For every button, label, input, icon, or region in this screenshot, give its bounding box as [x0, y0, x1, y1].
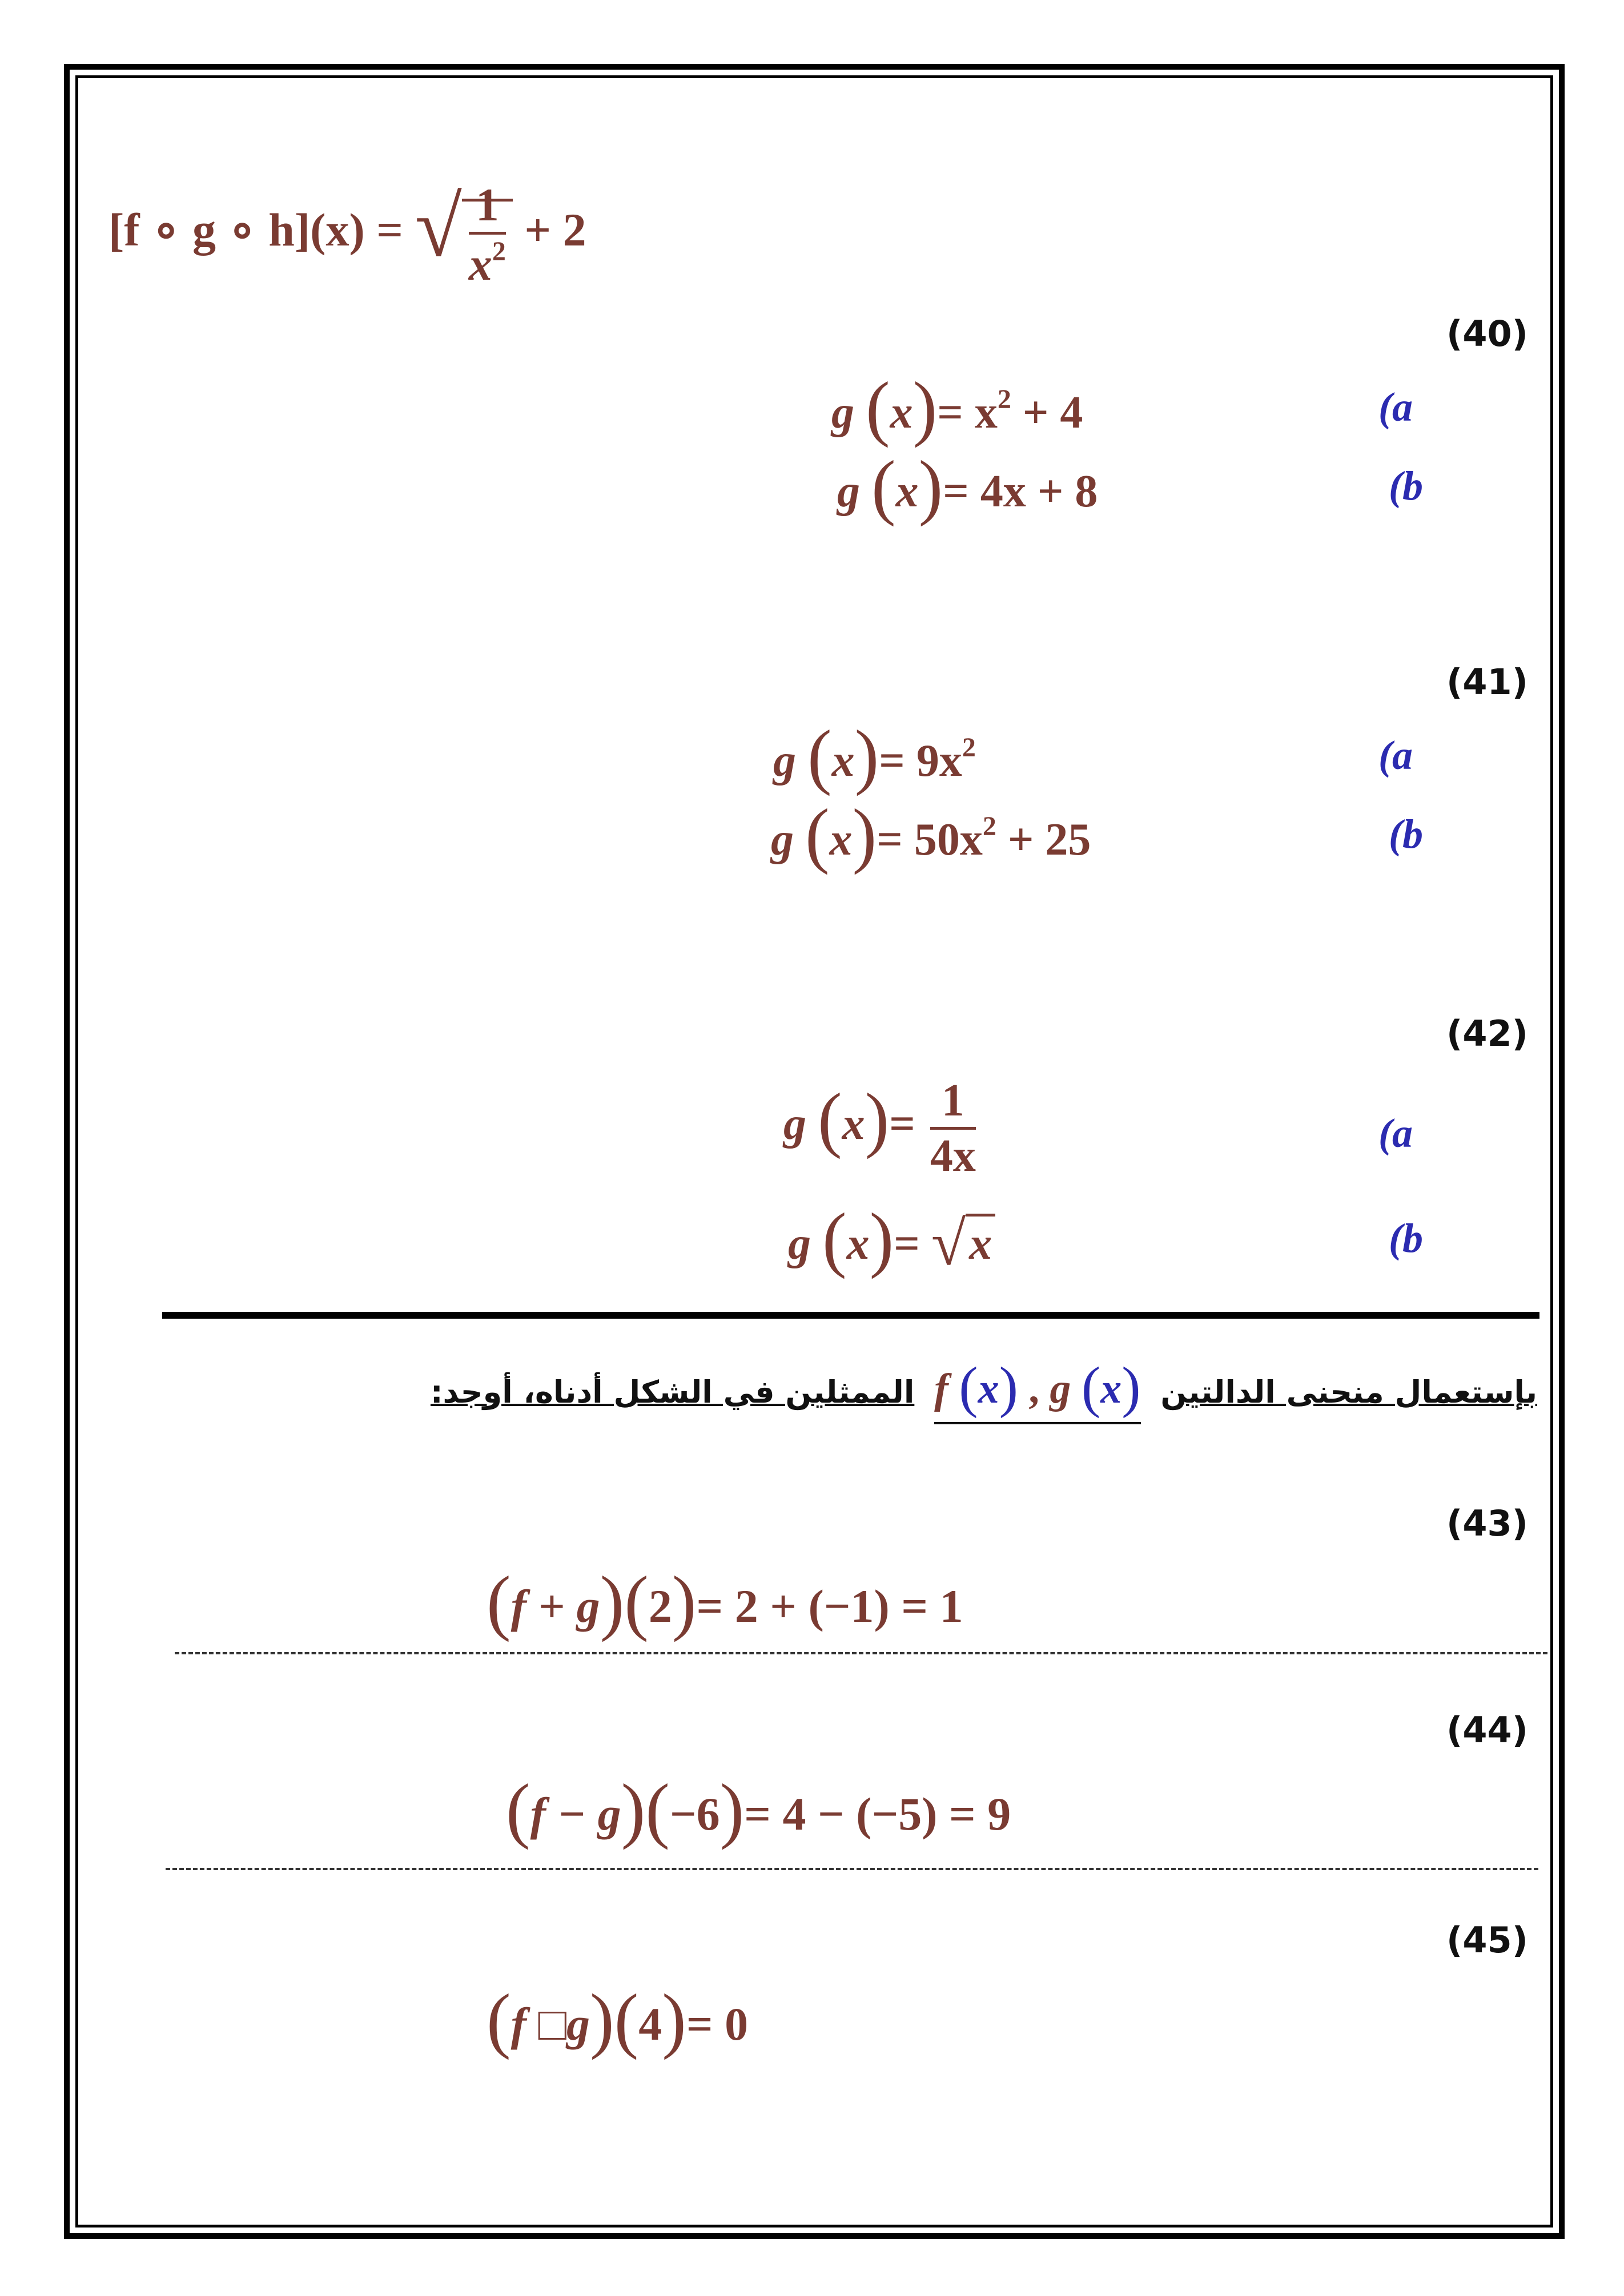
radicand-numerator: 1: [469, 182, 506, 235]
dashed-separator: [175, 1652, 1547, 1654]
square-root: [415, 179, 513, 290]
q41-option-b-label: (b: [1389, 811, 1423, 857]
q40-option-a-label: (a: [1378, 384, 1413, 430]
q44-answer: (f − g)(−6)= 4 − (−5) = 9: [506, 1769, 1011, 1850]
q41-option-b-formula: g $(x)= 50x^2 + 25$: [771, 794, 1091, 875]
question-number-42: (42): [1446, 1013, 1528, 1054]
q43-answer: (f + g)(2)= 2 + (−1) = 1: [487, 1561, 963, 1642]
q42-option-a-label: (a: [1378, 1110, 1413, 1156]
radicand-denominator: x: [468, 238, 492, 290]
composition-formula: [108, 179, 586, 290]
question-number-43: (43): [1446, 1503, 1528, 1544]
dashed-separator: [166, 1868, 1538, 1870]
question-number-41: (41): [1446, 661, 1528, 703]
q40-option-a-formula: g $(x)= x^2 + 4$: [831, 367, 1083, 448]
function-notation: f (x) , g (x): [934, 1354, 1140, 1424]
radical-icon: √: [931, 1209, 966, 1278]
q42-option-b-formula: g (x)= √x: [788, 1202, 995, 1275]
q45-answer: (f □g)(4)= 0: [487, 1979, 749, 2060]
radicand-exponent: 2: [492, 236, 506, 267]
q42-square-root: √x: [931, 1212, 995, 1275]
section-divider: [162, 1312, 1539, 1319]
q40-option-b-label: (b: [1389, 463, 1423, 509]
q42-option-b-label: (b: [1389, 1215, 1423, 1261]
q41-option-a-formula: g $(x)= 9x^2$: [773, 715, 976, 796]
q42-fraction: $\frac{1}{4x}$: [930, 1076, 976, 1181]
q42-option-a-formula: g (x)= $\frac{1}{4x}$: [783, 1076, 976, 1181]
q41-option-a-label: (a: [1378, 732, 1413, 778]
question-number-44: (44): [1446, 1709, 1528, 1751]
q40-option-b-formula: g (x)= 4x + 8: [837, 446, 1098, 527]
composition-tail: + 2: [524, 203, 586, 256]
radicand-fraction: [468, 179, 506, 290]
section-instruction: بإستعمال منحنى الدالتين f (x) , g (x) الممثلين في الشكل أدناه، أوجد:: [431, 1354, 1537, 1424]
question-number-40: (40): [1446, 313, 1528, 355]
radical-icon: √: [415, 179, 462, 275]
question-number-45: (45): [1446, 1919, 1528, 1961]
composition-lhs: [f ∘ g ∘ h](x) =: [108, 203, 404, 256]
